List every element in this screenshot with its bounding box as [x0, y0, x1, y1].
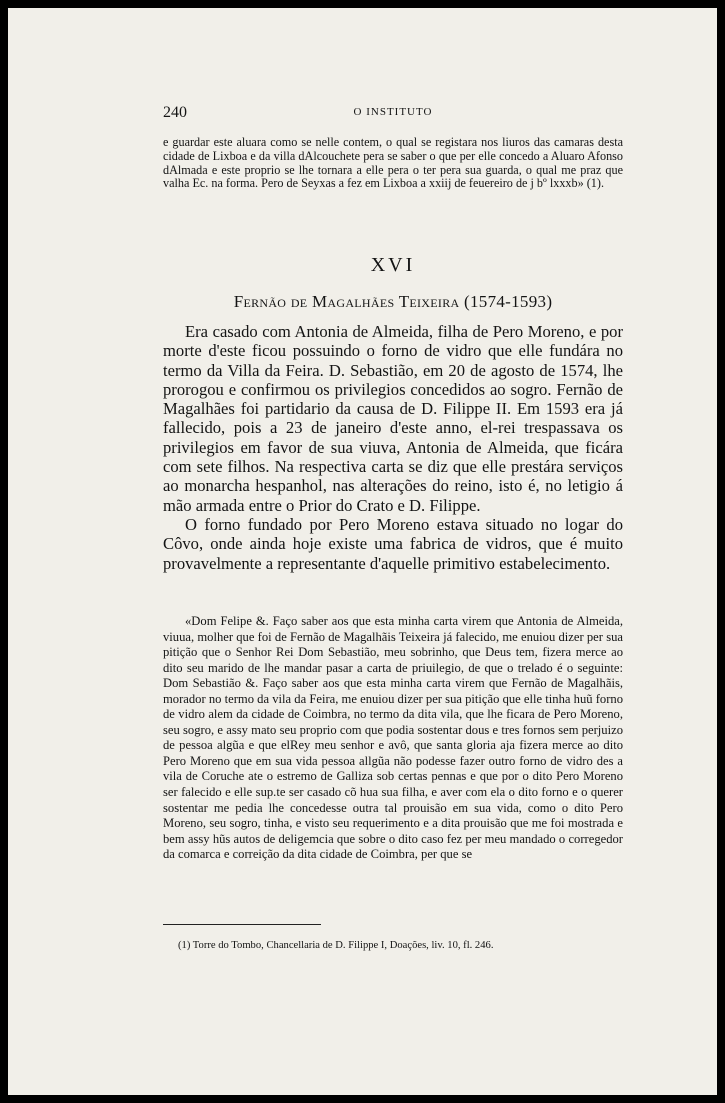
page-number: 240 — [163, 104, 187, 121]
footnote-divider — [163, 924, 321, 925]
page-header — [163, 104, 623, 124]
footnote: (1) Torre do Tombo, Chancellaria de D. Filippe I, Doações, liv. 10, fl. 246. — [178, 940, 494, 951]
body-paragraph: Era casado com Antonia de Almeida, filha de Pero Moreno, e por morte d'este ficou possuindo o forno de vidro que elle fundára no termo da Villa da Feira. D. Sebastião, em 20 de agosto de 1574, lhe prorogou e confirmou os privilegios concedidos ao sogro. Fernão de Magalhães foi partidario da causa de D. Filippe II. Em 1593 era já fallecido, pois a 23 de janeiro d'este anno, el-rei trespassava os privilegios em favor de sua viuva, Antonia de Almeida, que ficára com sete filhos. Na respectiva carta se diz que elle prestára serviços ao monarcha hespanhol, nas alterações do reino, isto é, no letigio á mão armada entre o Prior do Crato e D. Filippe. — [163, 322, 623, 515]
book-page — [8, 8, 717, 1095]
section-number: XVI — [370, 254, 416, 276]
body-paragraph: O forno fundado por Pero Moreno estava situado no logar do Côvo, onde ainda hoje existe uma fabrica de vidros, que é muito provavelmente a representante d'aquelle primitivo estabelecimento. — [163, 514, 623, 573]
quote-paragraph: «Dom Felipe &. Faço saber aos que esta minha carta virem que Antonia de Almeida, viuua, molher que foi de Fernão de Magalhãis Teixeira já falecido, me enuiou dizer per sua pitição que o Senhor Rei Dom Sebastião, meu sobrinho, que Deus tem, fizera merce ao dito seu marido de lhe mandar pasar a carta de priuilegio, de que o trelado é o seguinte: Dom Sebastião &. Faço saber aos que esta minha carta virem que Fernão de Magalhãis, morador no termo da vila da Feira, me enuiou dizer per sua pitição que elle tinha huũ forno de vidro alem da cidade de Coimbra, no termo da dita vila, que lhe ficara de Pero Moreno, seu sogro, e assy mato seu proprio com que podia sostentar dous e tres fornos sem perjuizo de pessoa algũa e que elRey meu senhor e avô, que santa gloria aja fizera merce ao dito Pero Moreno que em sua vida pessoa allgũa não podesse fazer outro forno de vidro des a vila de Coruche ate o estremo de Galliza sob certas pennas e que por o dito Pero Moreno ser falecido e elle sup.te ser casado cõ hua sua filha, e aver com ela o dito forno e o querer sostentar me pedia lhe concedesse outra tal prouisão em sua vida, como o dito Pero Moreno, seu sogro, tinha, e visto seu requerimento e a dita prouisão que me foi mostrada e bem assy hũs autos de deligemcia que sobre o dito caso fez per meu mandado o corregedor da comarca e correição da dita cidade de Coimbra, per que se — [163, 614, 623, 862]
body-text — [163, 322, 623, 573]
document-quotation — [163, 614, 623, 863]
running-title: O INSTITUTO — [353, 106, 433, 118]
continued-document-paragraph: e guardar este aluara como se nelle contem, o qual se registara nos liuros das camaras desta cidade de Lixboa e da villa dAlcouchete pera se saber o que per elle concedo a Aluaro Afonso dAlmada e este proprio se lhe tornara a elle pera o ter pera sua guarda, o qual me praz que valha Ec. na forma. Pero de Seyxas a fez em Lixboa a xxiij de feuereiro de j bº lxxxb» (1). — [163, 135, 623, 191]
section-title: Fernão de Magalhães Teixeira (1574-1593) — [233, 292, 553, 311]
